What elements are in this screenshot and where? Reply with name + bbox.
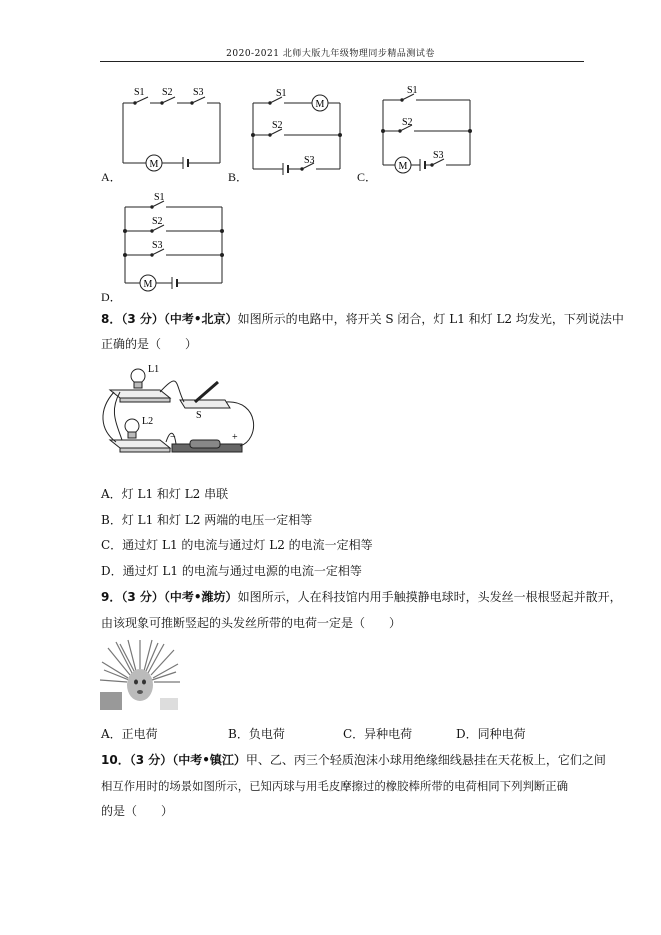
q9-choice-d: D．同种电荷 — [456, 727, 526, 741]
q8-choice-a: A．灯 L1 和灯 L2 串联 — [101, 487, 229, 501]
switch-label-s1: S1 — [276, 88, 287, 99]
q8-circuit-figure — [100, 360, 265, 460]
q10-source: （中考•镇江） — [172, 753, 246, 767]
circuit-a — [120, 85, 225, 170]
motor-symbol: M — [149, 159, 159, 170]
q8-choice-b: B．灯 L1 和灯 L2 两端的电压一定相等 — [101, 513, 313, 527]
option-b-label: B． — [228, 170, 249, 184]
circuit-d — [122, 190, 227, 290]
q8-stem-text: 如图所示的电路中，将开关 S 闭合，灯 L1 和灯 L2 均发光，下列说法中 — [237, 312, 624, 326]
option-a-label: A． — [101, 170, 122, 184]
q10-stem-line2: 相互作用时的场景如图所示，已知丙球与用毛皮摩擦过的橡胶棒所带的电荷相同下列判断正确 — [101, 779, 569, 793]
switch-label-s2: S2 — [152, 216, 163, 227]
q9-choice-a: A．正电荷 — [101, 727, 158, 741]
switch-label-s3: S3 — [152, 240, 163, 251]
circuit-c — [380, 85, 475, 175]
q10-stem-line1 — [101, 752, 606, 768]
battery-minus-label: − — [170, 432, 176, 443]
q8-score: （3 分） — [121, 312, 164, 326]
switch-label-s3: S3 — [433, 150, 444, 161]
circuit-b — [250, 88, 345, 173]
q8-choice-d: D．通过灯 L1 的电流与通过电源的电流一定相等 — [101, 564, 362, 578]
q10-score: （3 分） — [129, 753, 173, 767]
battery-plus-label: + — [232, 432, 238, 443]
motor-symbol: M — [143, 279, 153, 290]
q9-number: 9． — [101, 590, 122, 604]
switch-label-s2: S2 — [162, 87, 173, 98]
q8-stem-line1 — [101, 311, 624, 327]
motor-symbol: M — [315, 99, 325, 110]
q10-number: 10． — [101, 753, 130, 767]
q8-source: （中考•北京） — [163, 312, 238, 326]
q9-stem-text: 如图所示，人在科技馆内用手触摸静电球时，头发丝一根根竖起并散开， — [237, 590, 622, 604]
option-d-label: D． — [101, 290, 122, 304]
switch-s-label: S — [196, 410, 202, 421]
switch-label-s2: S2 — [402, 117, 413, 128]
header-rule — [100, 61, 584, 62]
q9-choice-b: B．负电荷 — [228, 727, 285, 741]
motor-symbol: M — [398, 161, 408, 172]
switch-label-s2: S2 — [272, 120, 283, 131]
switch-label-s1: S1 — [407, 85, 418, 96]
q8-choice-c: C．通过灯 L1 的电流与通过灯 L2 的电流一定相等 — [101, 538, 373, 552]
q8-number: 8． — [101, 312, 122, 326]
switch-label-s1: S1 — [154, 192, 165, 203]
lamp2-label: L2 — [142, 416, 154, 427]
page-header: 2020-2021 北师大版九年级物理同步精品测试卷 — [226, 49, 435, 59]
static-hair-photo — [100, 640, 180, 712]
switch-label-s3: S3 — [304, 155, 315, 166]
q9-stem-line1 — [101, 589, 622, 605]
option-c-label: C． — [357, 170, 378, 184]
switch-label-s3: S3 — [193, 87, 204, 98]
q10-stem-text: 甲、乙、丙三个轻质泡沫小球用绝缘细线悬挂在天花板上，它们之间 — [245, 753, 606, 767]
q10-stem-line3: 的是（ ） — [101, 804, 174, 818]
q9-choice-c: C．异种电荷 — [343, 727, 413, 741]
q9-source: （中考•潍坊） — [163, 590, 238, 604]
q8-stem-line2: 正确的是（ ） — [101, 337, 198, 351]
q9-stem-line2: 由该现象可推断竖起的头发丝所带的电荷一定是（ ） — [101, 616, 402, 630]
q9-score: （3 分） — [121, 590, 164, 604]
switch-label-s1: S1 — [134, 87, 145, 98]
lamp1-label: L1 — [148, 364, 160, 375]
